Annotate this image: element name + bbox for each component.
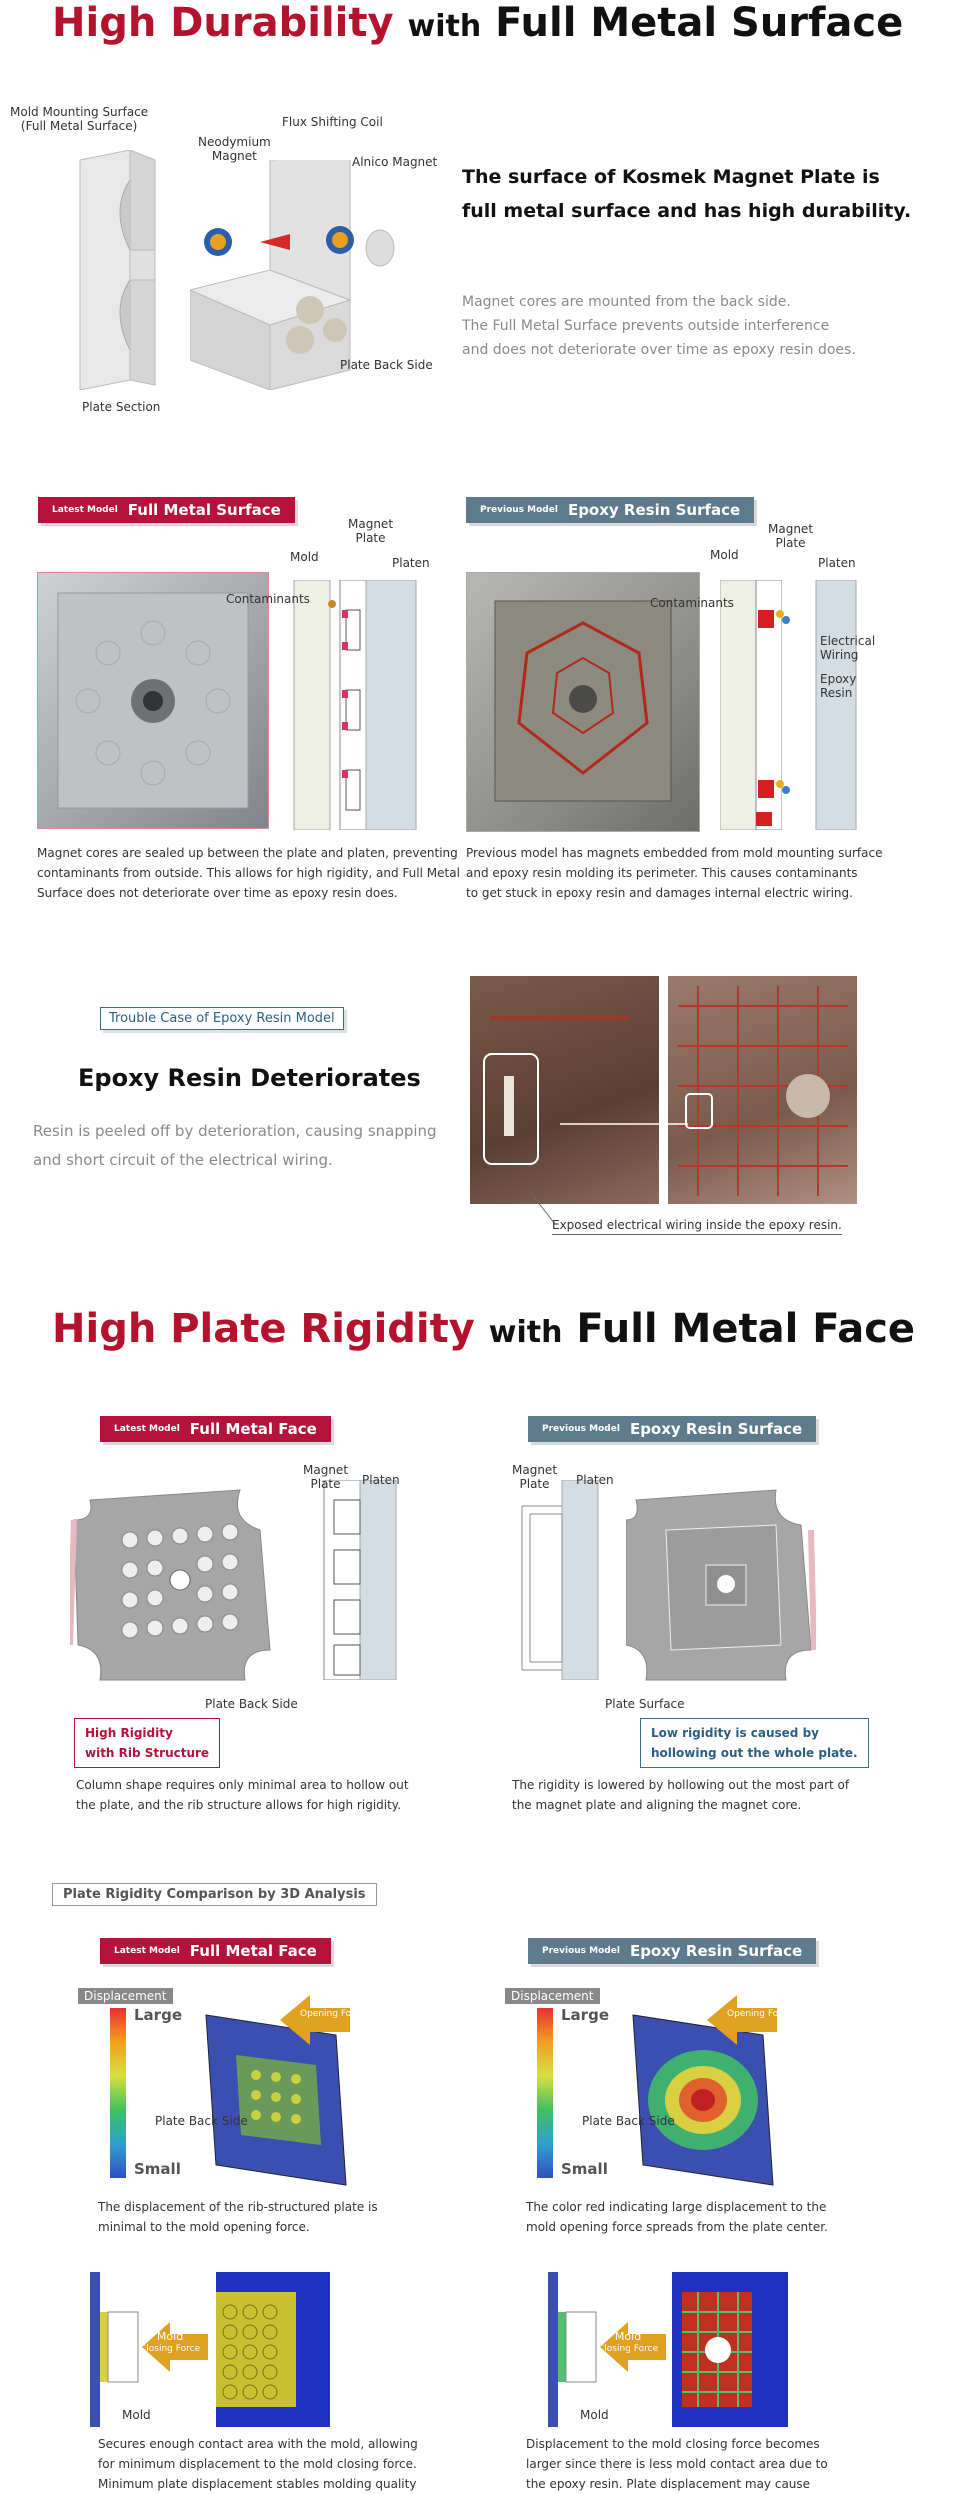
- contaminants-label-1: Contaminants: [226, 592, 310, 606]
- flux-label: Flux Shifting Coil: [282, 115, 383, 129]
- title-part-b: with: [407, 9, 482, 44]
- trouble-case-box: Trouble Case of Epoxy Resin Model: [100, 1007, 344, 1030]
- trouble-caption: Exposed electrical wiring inside the epoxy resin.: [552, 1218, 842, 1235]
- contaminants-label-2: Contaminants: [650, 596, 734, 610]
- latest-badge-3: Latest Model Full Metal Face: [100, 1938, 331, 1964]
- analysis-title: Plate Rigidity Comparison by 3D Analysis: [52, 1883, 377, 1906]
- opening-force-label-2: Mold Opening Force: [727, 1995, 793, 2019]
- epoxy-diagram: [720, 580, 860, 830]
- displacement-scale-1: [110, 2008, 126, 2178]
- high-rigidity-label: High Rigidity with Rib Structure: [74, 1718, 220, 1768]
- plate-back-label-3: Plate Back Side: [155, 2114, 248, 2128]
- small-label-2: Small: [561, 2160, 608, 2178]
- analysis-left-desc: The displacement of the rib-structured plate is minimal to the mold opening force.: [98, 2200, 378, 2234]
- previous-badge-3: Previous Model Epoxy Resin Surface: [528, 1938, 816, 1964]
- magnet-plate-label-1: Magnet Plate: [348, 517, 394, 545]
- displacement-label-2: Displacement: [505, 1988, 600, 2004]
- latest-badge-2: Latest Model Full Metal Face: [100, 1416, 331, 1442]
- plate-back-label-2: Plate Back Side: [205, 1697, 298, 1711]
- magnet-assembly-illustration: [190, 160, 420, 390]
- title-part-c: Full Metal Surface: [495, 0, 904, 46]
- title-part-a: High Durability: [52, 0, 394, 46]
- section-title-rigidity: [52, 1304, 915, 1358]
- closing-force-label-1: Mold Closing Force: [140, 2330, 201, 2354]
- opening-force-label-1: Mold Opening Force: [300, 1995, 366, 2019]
- previous-badge-2: Previous Model Epoxy Resin Surface: [528, 1416, 816, 1442]
- closing-right-illustration: [548, 2272, 788, 2427]
- plate-back-label-4: Plate Back Side: [582, 2114, 675, 2128]
- low-rigidity-label: Low rigidity is caused by hollowing out the whole plate.: [640, 1718, 869, 1768]
- plate-section-illustration: [60, 150, 170, 390]
- full-metal-diagram: [290, 580, 430, 830]
- large-label-1: Large: [134, 2006, 182, 2024]
- platen-label-4: Platen: [576, 1473, 614, 1487]
- durability-headline: The surface of Kosmek Magnet Plate is full metal surface and has high durability.: [462, 166, 912, 222]
- platen-label-3: Platen: [362, 1473, 400, 1487]
- mold-mount-label: Mold Mounting Surface (Full Metal Surface): [10, 105, 149, 133]
- alnico-label: Alnico Magnet: [352, 155, 438, 169]
- latest-badge-1: Latest Model Full Metal Surface: [38, 497, 295, 523]
- epoxy-resin-label: Epoxy Resin: [820, 672, 857, 700]
- rib-section-diagram: [320, 1480, 400, 1680]
- epoxy-section-diagram: [520, 1480, 600, 1680]
- rib-plate-illustration: [70, 1480, 290, 1690]
- title2-part-c: Full Metal Face: [576, 1306, 916, 1352]
- closing-right-desc: Displacement to the mold closing force becomes larger since there is less mold contact area due to the epoxy resin. Plate displacement may cause: [526, 2437, 828, 2491]
- platen-label-1: Platen: [392, 556, 430, 570]
- electrical-wiring-label: Electrical Wiring: [820, 634, 876, 662]
- hollow-plate-illustration: [626, 1480, 816, 1690]
- closing-left-desc: Secures enough contact area with the mold, allowing for minimum displacement to the mold closing force. Minimum plate displacement stables molding quality: [98, 2437, 418, 2491]
- full-metal-description: Magnet cores are sealed up between the plate and platen, preventing contaminants from outside. This allows for high rigidity, and Full Metal Surface does not deteriorate over time as epoxy resin does.: [37, 846, 460, 900]
- trouble-callout-lines: [520, 1112, 700, 1232]
- hollow-description: The rigidity is lowered by hollowing out the most part of the magnet plate and aligning the magnet core.: [512, 1778, 850, 1812]
- durability-body: Magnet cores are mounted from the back side. The Full Metal Surface prevents outside interference and does not deteriorate over time as epoxy resin does.: [462, 294, 856, 358]
- platen-label-2: Platen: [818, 556, 856, 570]
- plate-back-label: Plate Back Side: [340, 358, 433, 372]
- rib-description: Column shape requires only minimal area to hollow out the plate, and the rib structure allows for high rigidity.: [76, 1778, 409, 1812]
- large-label-2: Large: [561, 2006, 609, 2024]
- title2-part-b: with: [488, 1315, 563, 1350]
- trouble-title: Epoxy Resin Deteriorates: [78, 1064, 421, 1092]
- magnet-plate-label-2: Magnet Plate: [768, 522, 814, 550]
- plate-surface-label: Plate Surface: [605, 1697, 685, 1711]
- displacement-label-1: Displacement: [78, 1988, 173, 2004]
- closing-force-label-2: Mold Closing Force: [598, 2330, 659, 2354]
- magnet-plate-label-3: Magnet Plate: [303, 1463, 349, 1491]
- trouble-text: Resin is peeled off by deterioration, causing snapping and short circuit of the electrical wiring.: [33, 1122, 437, 1169]
- section-title-durability: [52, 0, 903, 52]
- previous-badge-1: Previous Model Epoxy Resin Surface: [466, 497, 754, 523]
- displacement-scale-2: [537, 2008, 553, 2178]
- mold-label-1: Mold: [290, 550, 319, 564]
- epoxy-description: Previous model has magnets embedded from mold mounting surface and epoxy resin molding its perimeter. This causes contaminants to get stuck in epoxy resin and damages internal electric wiring.: [466, 846, 883, 900]
- epoxy-photo: [466, 572, 700, 832]
- plate-section-label: Plate Section: [82, 400, 161, 414]
- neodymium-label: Neodymium Magnet: [198, 135, 271, 163]
- mold-label-4: Mold: [580, 2408, 609, 2422]
- analysis-right-desc: The color red indicating large displacement to the mold opening force spreads from the plate center.: [526, 2200, 828, 2234]
- title2-part-a: High Plate Rigidity: [52, 1306, 475, 1352]
- magnet-plate-label-4: Magnet Plate: [512, 1463, 558, 1491]
- mold-label-3: Mold: [122, 2408, 151, 2422]
- small-label-1: Small: [134, 2160, 181, 2178]
- mold-label-2: Mold: [710, 548, 739, 562]
- full-metal-photo: [37, 572, 269, 829]
- closing-left-illustration: [90, 2272, 330, 2427]
